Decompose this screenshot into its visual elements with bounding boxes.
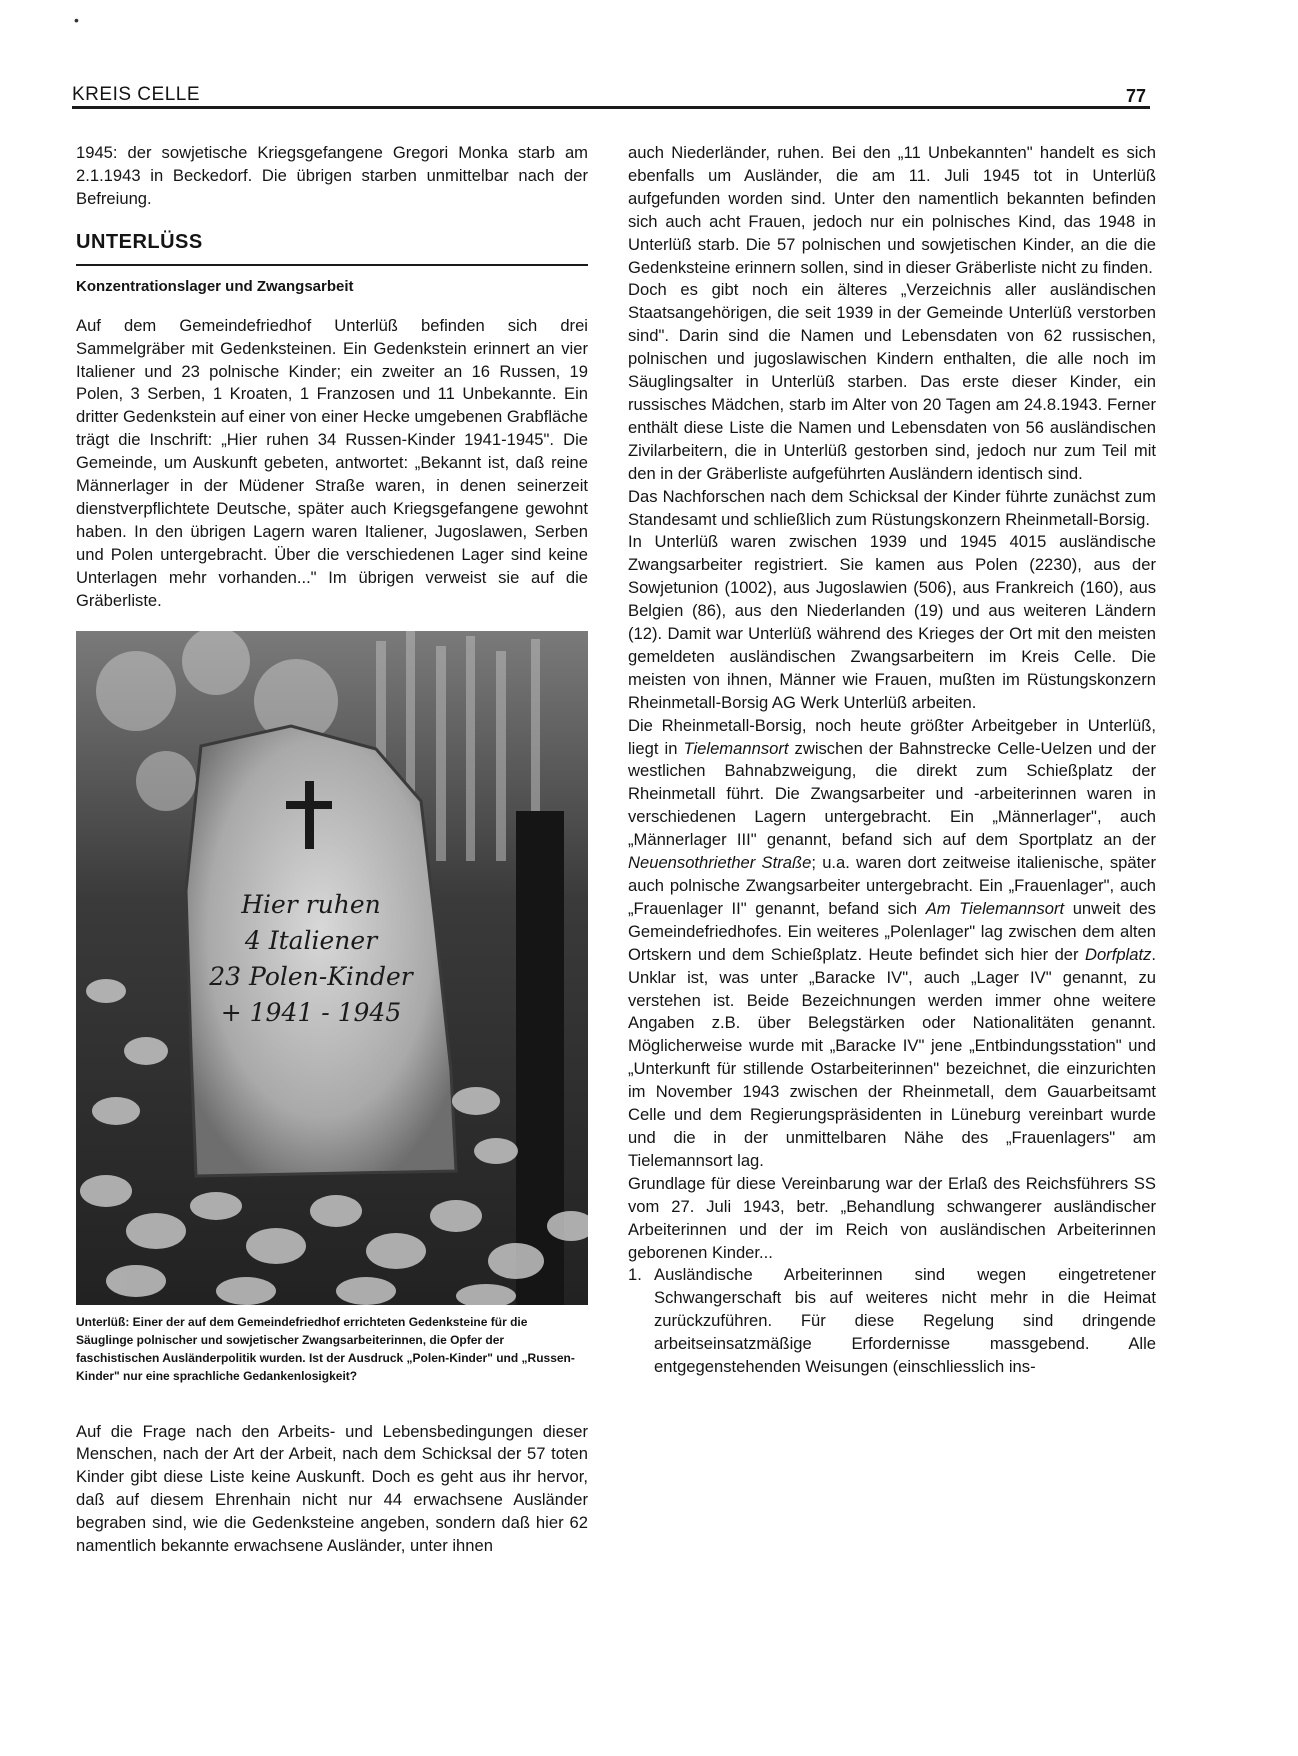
intro-paragraph: 1945: der sowjetische Kriegsgefangene Gregori Monka starb am 2.1.1943 in Beckedorf. Die übrigen starben unmittelbar nach der Befreiung.	[76, 143, 588, 208]
list-number: 1.	[628, 1265, 642, 1285]
body-paragraph: Doch es gibt noch ein älteres „Verzeichnis aller ausländischen Staatsangehörigen, die seit 1939 in der Gemeinde Unterlüß verstorben sind". Darin sind die Namen und Lebensdaten von 62 russischen, polnischen und jugoslawischen Kindern enthalten, die alle noch im Säuglingsalter in Unterlüß starben. Das erste dieser Kinder, ein russisches Mädchen, starb im Alter von 20 Tagen am 24.8.1943. Ferner enthält diese Liste die Namen und Lebensdaten von 56 ausländischen Zivilarbeitern, die in Unterlüß gestorben sind, jedoch nur zum Teil mit den in der Gräberliste aufgeführten Ausländern identisch sind.	[628, 280, 1156, 483]
text-run: unweit des Gemeindefriedhofes. Ein weiteres „Polenlager" lag zwischen dem alten Ortskern und dem Schießplatz. Heute befindet sich hier der	[628, 898, 1156, 964]
place-name: Neuensothriether Straße	[628, 853, 812, 873]
text-run: . Unklar ist, was unter „Baracke IV", auch „Lager IV" genannt, zu verstehen ist. Beide Bezeichnungen werden immer ohne weitere Angaben z.B. über Belegstärken oder Nationalitäten genannt. Möglicherweise wurde mit „Baracke IV" jene „Entbindungsstation" und „Unterkunft für stillende Ostarbeiterinnen" bezeichnet, die einzurichten im November 1943 zwischen der Rheinmetall, dem Gauarbeitsamt Celle und dem Regierungspräsidenten in Lüneburg vereinbart wurde und die in der unmittelbaren Nähe des „Frauenlagers" am Tielemannsort lag.	[628, 944, 1156, 1170]
text-run: zwischen der Bahnstrecke Celle-Uelzen und der westlichen Bahnabzweigung, die direkt zum Schießplatz der Rheinmetall führt. Die Zwangsarbeiter und -arbeiterinnen waren in verschiedenen Lagern untergebracht. Ein „Männerlager", auch „Männerlager III" genannt, befand sich auf dem Sportplatz an der	[628, 738, 1156, 850]
inscription-line-3: 23 Polen-Kinder	[209, 961, 413, 991]
body-paragraph: Auf die Frage nach den Arbeits- und Lebensbedingungen dieser Menschen, nach der Art der Arbeit, nach dem Schicksal der 57 toten Kinder gibt diese Liste keine Auskunft. Doch es geht aus ihr hervor, daß auf diesem Ehrenhain nicht nur 44 erwachsene Ausländer begraben sind, wie die Gedenksteine angeben, sondern daß hier 62 namentlich bekannte erwachsene Ausländer, unter ihnen	[76, 1421, 588, 1556]
photo-caption: Unterlüß: Einer der auf dem Gemeindefriedhof errichteten Gedenksteine für die Säuglinge polnischer und sowjetischer Zwangsarbeiterinnen, die Opfer der faschistischen Ausländerpolitik wurden. Ist der Ausdruck „Polen-Kinder" und „Russen-Kinder" nur eine sprachliche Gedankenlosigkeit?	[76, 1314, 575, 1383]
text-run: Die Rheinmetall-Borsig, noch heute größter Arbeitgeber in Unterlüß, liegt in	[628, 715, 1156, 758]
page-header	[72, 84, 1150, 108]
subheading: Konzentrationslager und Zwangsarbeit	[76, 277, 354, 295]
inscription-line-1: Hier ruhen	[241, 889, 381, 919]
right-column	[628, 142, 1156, 1379]
place-name: Tielemannsort	[683, 738, 789, 758]
body-paragraph: Auf dem Gemeindefriedhof Unterlüß befinden sich drei Sammelgräber mit Gedenksteinen. Ein Gedenkstein erinnert an vier Italiener und 23 polnische Kinder; ein zweiter an 16 Russen, 19 Polen, 3 Serben, 1 Kroaten, 1 Franzosen und 11 Unbekannte. Ein dritter Gedenkstein auf einer von einer Hecke umgebenen Grabfläche trägt die Inschrift: „Hier ruhen 34 Russen-Kinder 1941-1945". Die Gemeinde, um Auskunft gebeten, antwortet: „Bekannt ist, daß reine Männerlager in der Müdener Straße waren, in denen seinerzeit dienstverpflichtete Deutsche, später auch Kriegsgefangene gewohnt haben. In den übrigen Lagern waren Italiener, Jugoslawen, Serben und Polen untergebracht. Über die verschiedenen Lager sind keine Unterlagen mehr vorhanden..." Im übrigen verweist sie auf die Gräberliste.	[76, 315, 588, 610]
body-paragraph	[628, 715, 1156, 1173]
left-column	[76, 142, 588, 1558]
header-rule	[72, 106, 1150, 109]
inscription-line-2: 4 Italiener	[244, 925, 378, 955]
body-paragraph: Das Nachforschen nach dem Schicksal der Kinder führte zunächst zum Standesamt und schließlich zum Rüstungskonzern Rheinmetall-Borsig.	[628, 486, 1156, 529]
inscription-line-4: + 1941 - 1945	[220, 997, 402, 1027]
text-run: ; u.a. waren dort zeitweise italienische, später auch polnische Zwangsarbeiter untergebracht. Ein „Frauenlager", auch „Frauenlager II" genannt, befand sich	[628, 853, 1156, 918]
photo-illustration	[76, 631, 588, 1305]
section-title: UNTERLÜSS	[76, 230, 203, 253]
memorial-stone-photo	[76, 631, 588, 1305]
body-paragraph: Grundlage für diese Vereinbarung war der Erlaß des Reichsführers SS vom 27. Juli 1943, betr. „Behandlung schwangerer ausländischer Arbeiterinnen und der im Reich von ausländischen Arbeiterinnen geborenen Kinder...	[628, 1173, 1156, 1262]
place-name: Am Tielemannsort	[925, 898, 1065, 918]
section-rule	[76, 264, 588, 266]
list-item	[628, 1264, 1156, 1379]
body-paragraph: In Unterlüß waren zwischen 1939 und 1945 4015 ausländische Zwangsarbeiter registriert. Sie kamen aus Polen (2230), aus der Sowjetunion (1002), aus Jugoslawien (506), aus Frankreich (160), aus Belgien (86), aus den Niederlanden (19) und aus weiteren Ländern (12). Damit war Unterlüß während des Krieges der Ort mit den meisten gemeldeten ausländischen Zwangsarbeitern im Kreis Celle. Die meisten von ihnen, Männer wie Frauen, mußten im Rüstungskonzern Rheinmetall-Borsig AG Werk Unterlüß arbeiten.	[628, 532, 1156, 712]
corner-mark: •	[74, 12, 79, 28]
running-title: KREIS CELLE	[72, 84, 200, 105]
page-number: 77	[1125, 86, 1146, 106]
body-paragraph: auch Niederländer, ruhen. Bei den „11 Unbekannten" handelt es sich ebenfalls um Ausländer, die am 11. Juli 1945 tot in Unterlüß aufgefunden worden sind. Unter den namentlich bekannten befinden sich auch acht Frauen, jedoch nur ein polnisches Kind, das 1948 in Unterlüß starb. Die 57 polnischen und sowjetischen Kinder, an die die Gedenksteine erinnern sollen, sind in dieser Gräberliste nicht zu finden.	[628, 143, 1156, 277]
list-text: Ausländische Arbeiterinnen sind wegen eingetretener Schwangerschaft bis auf weiteres nicht mehr in die Heimat zurückzuführen. Für diese Regelung sind dringende arbeitseinsatzmäßige Erfordernisse massgebend. Alle entgegenstehenden Weisungen (einschliesslich ins-	[654, 1265, 1156, 1377]
place-name: Dorfplatz	[1084, 944, 1152, 964]
